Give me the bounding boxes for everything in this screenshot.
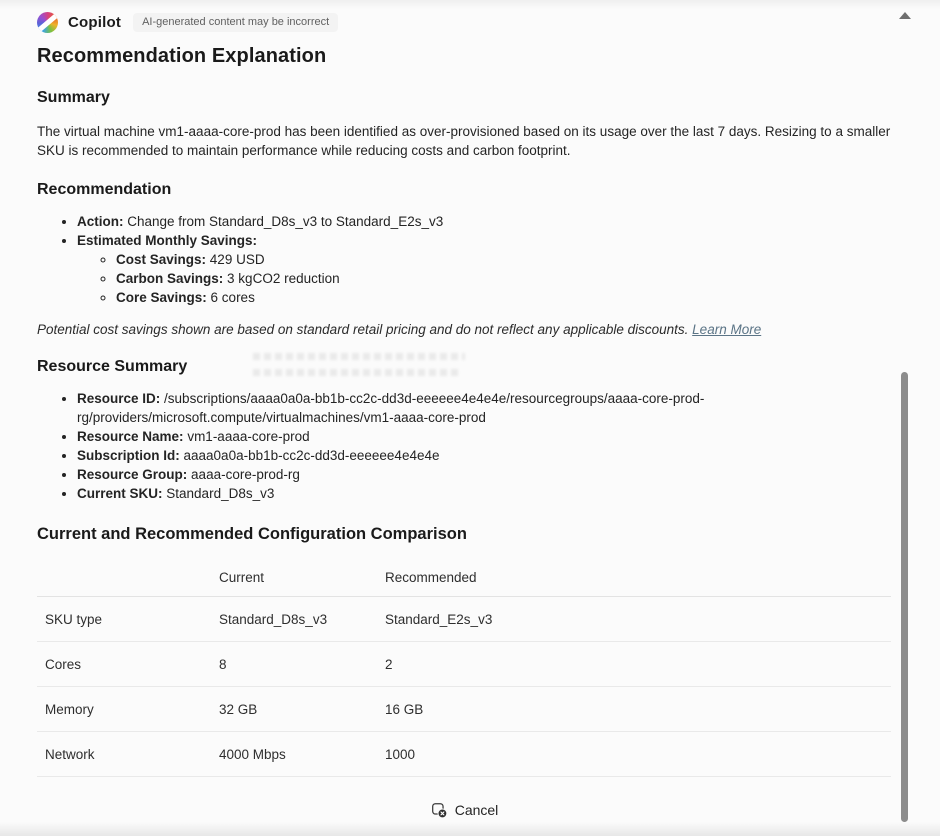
app-title: Copilot <box>68 13 122 31</box>
list-item <box>77 427 891 446</box>
row-recommended: 1000 <box>377 732 891 777</box>
resource-name-label: Resource Name: <box>77 429 184 445</box>
comparison-table <box>37 560 891 777</box>
table-row <box>37 687 891 732</box>
resource-group-label: Resource Group: <box>77 467 188 483</box>
resource-id-value: /subscriptions/aaaa0a0a-bb1b-cc2c-dd3d-eeeeee4e4e4e/resourcegroups/aaaa-core-prod-rg/providers/microsoft.compute/virtualmachines/vm1-aaaa-core-prod <box>77 391 705 426</box>
savings-label: Estimated Monthly Savings: <box>77 233 258 249</box>
pricing-disclaimer-text: Potential cost savings shown are based on standard retail pricing and do not reflect any applicable discounts. <box>37 322 689 338</box>
cancel-button[interactable] <box>422 796 507 824</box>
list-item <box>77 231 891 307</box>
row-current: Standard_D8s_v3 <box>211 597 377 642</box>
page-title: Recommendation Explanation <box>37 45 327 67</box>
list-item <box>116 288 891 307</box>
cost-savings-value: 429 USD <box>209 252 265 268</box>
table-row <box>37 597 891 642</box>
list-item <box>77 212 891 231</box>
row-current: 8 <box>211 642 377 687</box>
copilot-header <box>37 0 891 33</box>
learn-more-link[interactable]: Learn More <box>692 322 762 338</box>
list-item <box>116 269 891 288</box>
scrollbar <box>898 0 910 836</box>
core-savings-value: 6 cores <box>210 290 255 306</box>
cancel-label: Cancel <box>454 802 499 819</box>
recommendation-list <box>37 212 891 307</box>
recommendation-heading: Recommendation <box>37 181 172 199</box>
column-header-current: Current <box>211 560 377 597</box>
current-sku-label: Current SKU: <box>77 486 163 502</box>
row-recommended: 2 <box>377 642 891 687</box>
list-item <box>116 250 891 269</box>
table-header-row <box>37 560 891 597</box>
current-sku-value: Standard_D8s_v3 <box>166 486 275 502</box>
carbon-savings-value: 3 kgCO2 reduction <box>227 271 340 287</box>
footer <box>37 796 891 824</box>
ai-disclaimer-badge: AI-generated content may be incorrect <box>133 13 338 32</box>
resource-name-value: vm1-aaaa-core-prod <box>187 429 310 445</box>
row-current: 32 GB <box>211 687 377 732</box>
summary-text: The virtual machine vm1-aaaa-core-prod has been identified as over-provisioned based on its usage over the last 7 days. Resizing to a smaller SKU is recommended to maintain performance while reducing costs and carbon footprint. <box>37 124 891 159</box>
action-value: Change from Standard_D8s_v3 to Standard_E2s_v3 <box>127 214 444 230</box>
scroll-up-arrow-icon[interactable] <box>899 12 911 19</box>
row-label: Cores <box>37 642 211 687</box>
resource-summary-list <box>37 389 891 503</box>
carbon-savings-label: Carbon Savings: <box>116 271 224 287</box>
row-label: SKU type <box>37 597 211 642</box>
copilot-panel <box>37 0 891 824</box>
row-label: Memory <box>37 687 211 732</box>
row-recommended: 16 GB <box>377 687 891 732</box>
row-current: 4000 Mbps <box>211 732 377 777</box>
list-item <box>77 465 891 484</box>
summary-heading: Summary <box>37 89 110 106</box>
table-row <box>37 732 891 777</box>
list-item <box>77 446 891 465</box>
action-label: Action: <box>77 214 124 230</box>
list-item <box>77 484 891 503</box>
resource-summary-heading: Resource Summary <box>37 358 188 376</box>
table-row <box>37 642 891 687</box>
core-savings-label: Core Savings: <box>116 290 207 306</box>
copilot-logo-icon <box>37 12 58 33</box>
subscription-id-label: Subscription Id: <box>77 448 180 464</box>
pricing-disclaimer <box>37 322 891 337</box>
scrollbar-thumb[interactable] <box>901 372 908 822</box>
row-recommended: Standard_E2s_v3 <box>377 597 891 642</box>
row-label: Network <box>37 732 211 777</box>
column-header-recommended: Recommended <box>377 560 891 597</box>
comparison-heading: Current and Recommended Configuration Comparison <box>37 525 467 544</box>
list-item <box>77 389 891 427</box>
subscription-id-value: aaaa0a0a-bb1b-cc2c-dd3d-eeeeee4e4e4e <box>183 448 440 464</box>
savings-sublist <box>77 250 891 307</box>
cost-savings-label: Cost Savings: <box>116 252 207 268</box>
resource-id-label: Resource ID: <box>77 391 161 407</box>
cancel-icon <box>430 801 448 819</box>
column-header-blank <box>37 560 211 597</box>
resource-group-value: aaaa-core-prod-rg <box>191 467 300 483</box>
